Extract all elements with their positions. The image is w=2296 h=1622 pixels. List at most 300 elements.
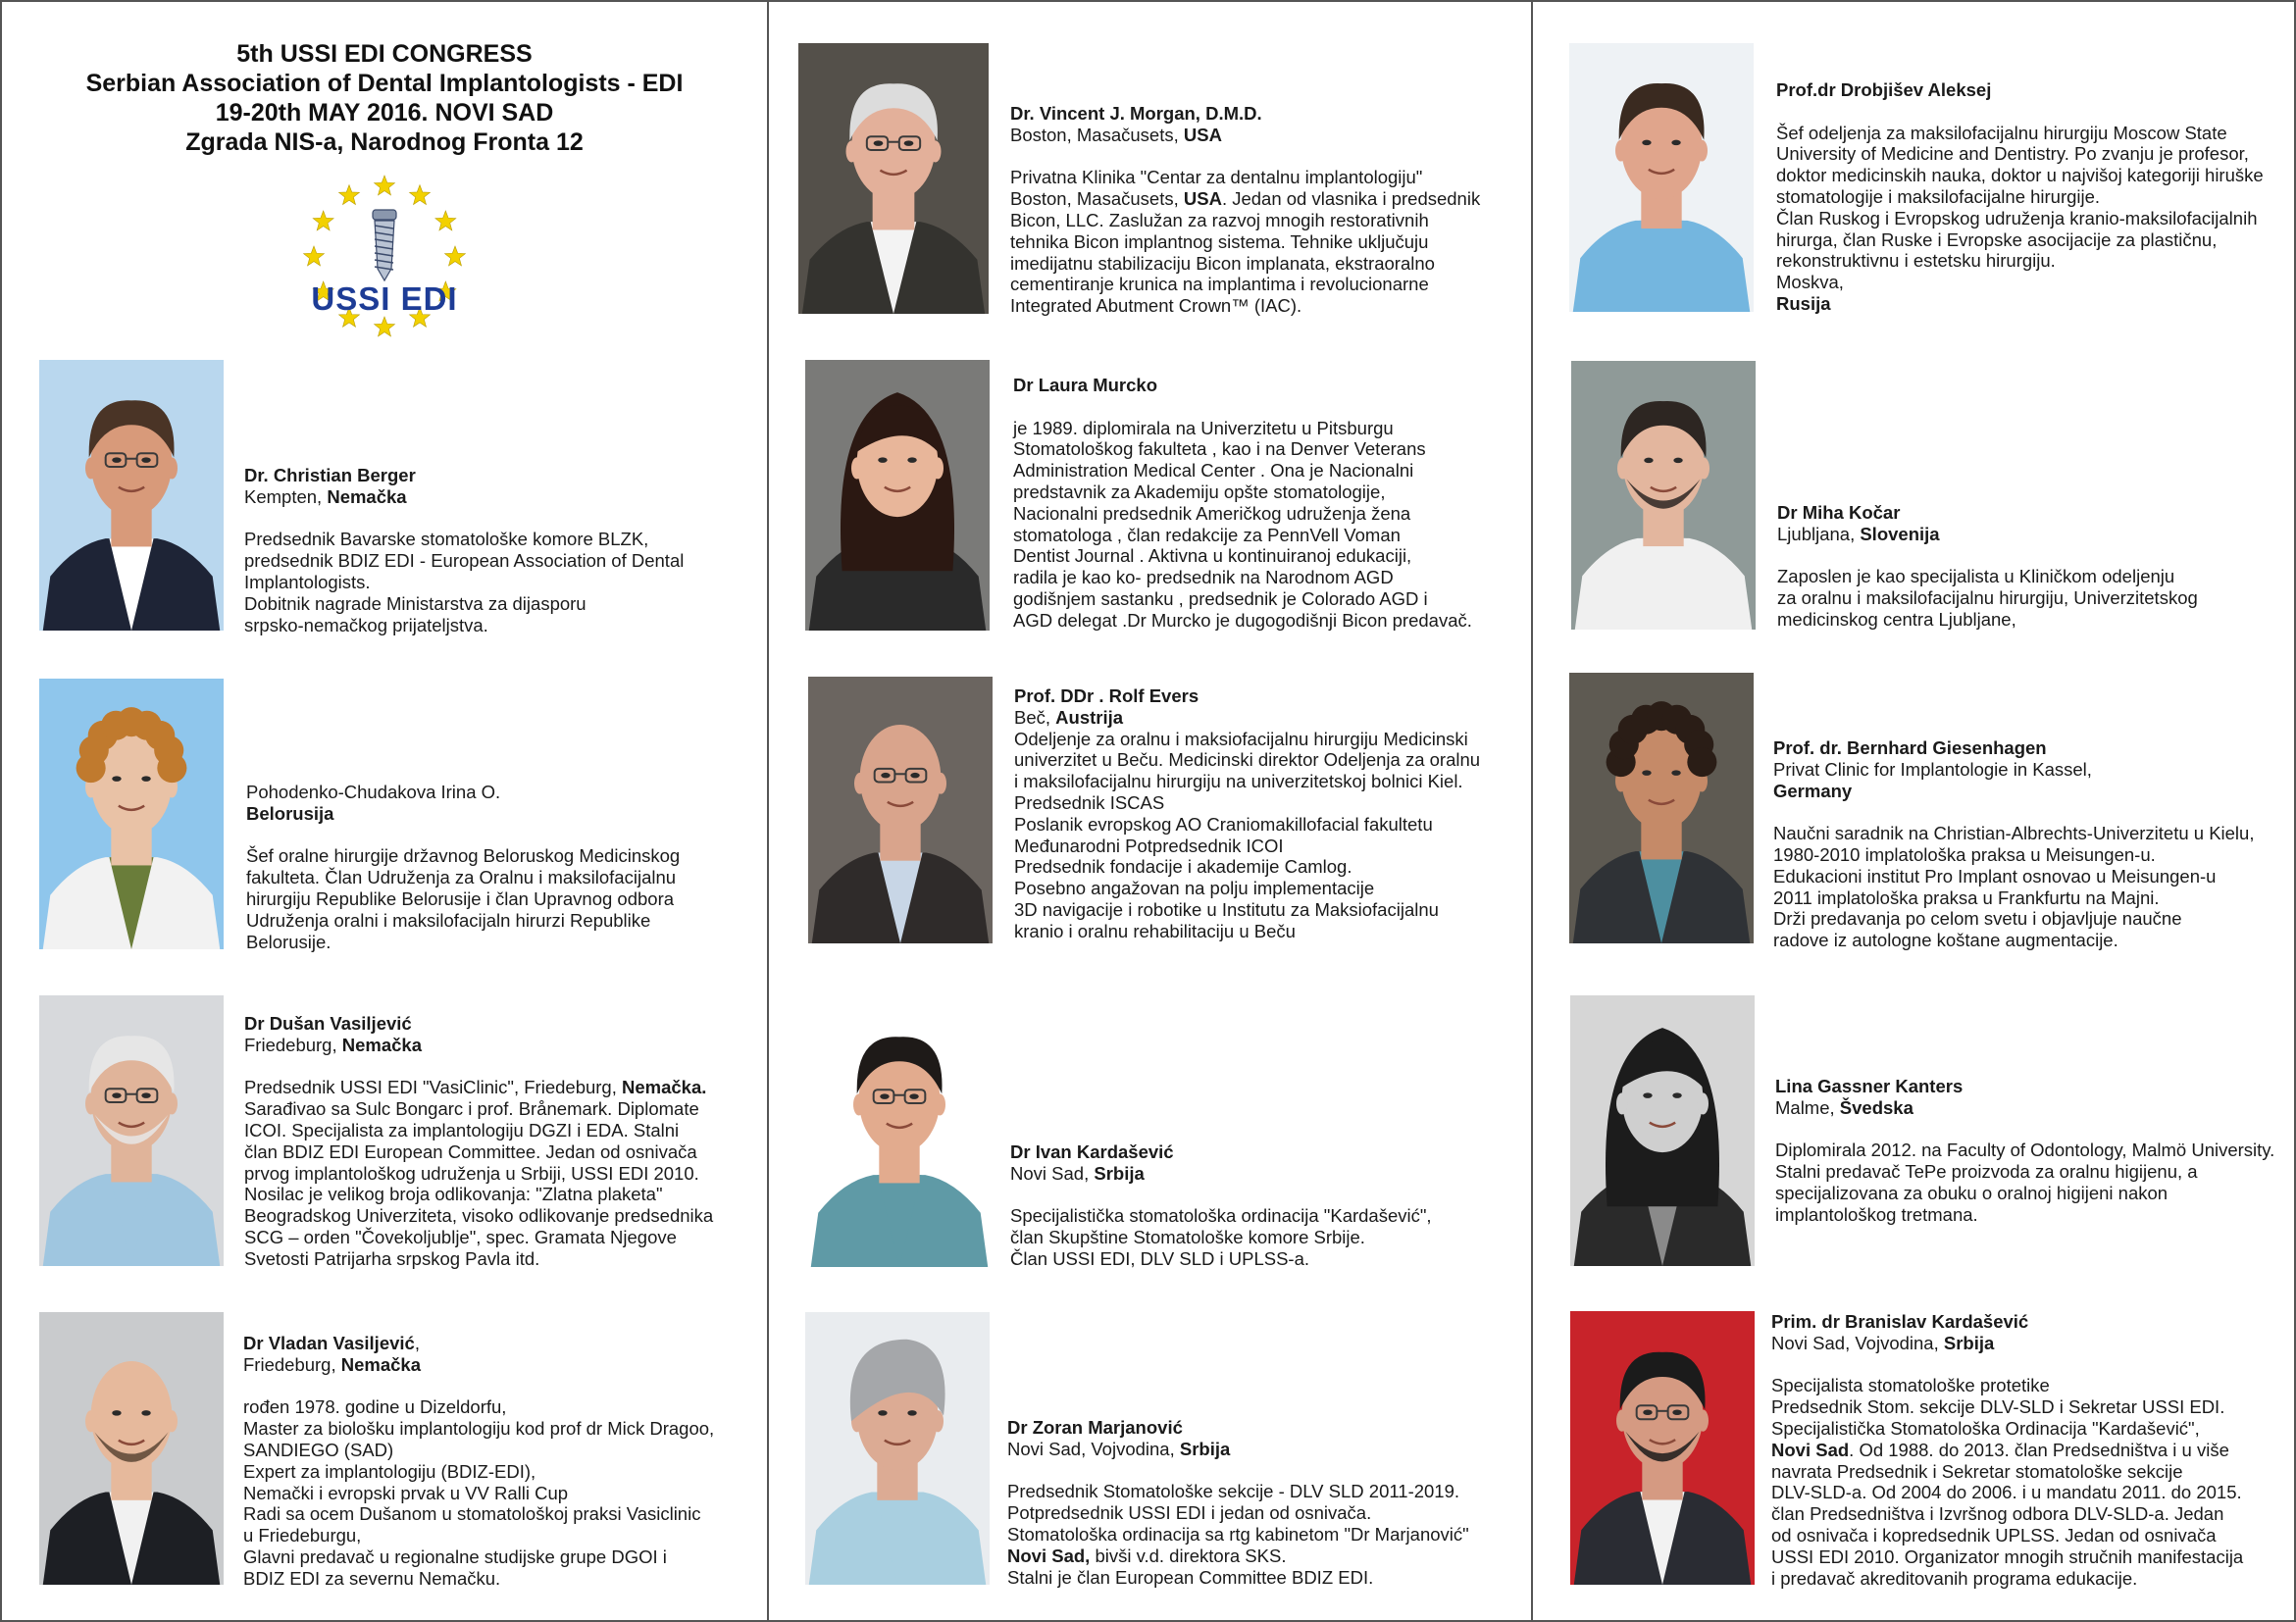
bio-text: Stalni je član European Committee BDIZ EDI.: [1007, 1566, 1374, 1588]
photo-gassner: [1570, 995, 1755, 1266]
bio-text: Boston, Masačusets,: [1010, 124, 1184, 145]
bio-line: [244, 1205, 713, 1227]
bio-text: SCG – orden "Čovekoljublje", spec. Gramata Njegove: [244, 1226, 677, 1247]
bio-text: Stalni predavač TePe proizvoda za oralnu higijenu, a: [1775, 1161, 2198, 1183]
bio-text: i predavač akreditovanih programa edukacije.: [1771, 1567, 2138, 1589]
bio-text: hirurgiju Republike Belorusije i član Upravnog odbora: [246, 887, 675, 909]
bio-text: Zaposlen je kao specijalista u Kliničkom odeljenju: [1777, 566, 2175, 587]
bio-bold-text: Rusija: [1776, 292, 1831, 314]
bio-bold-text: Prim. dr Branislav Kardašević: [1771, 1311, 2029, 1332]
bio-text: Specijalistička Stomatološka Ordinacija "Kardašević",: [1771, 1417, 2200, 1439]
bio-line: [1014, 899, 1480, 921]
portrait-photo: [39, 679, 224, 949]
bio-spacer: [1007, 1460, 1469, 1482]
bio-line: [1007, 1524, 1469, 1546]
bio-line: [243, 1568, 714, 1590]
photo-pohodenko: [39, 679, 224, 949]
bio-line: [243, 1503, 714, 1525]
bio-bold-text: Prof. dr. Bernhard Giesenhagen: [1773, 737, 2047, 758]
bio-text: Malme,: [1775, 1096, 1840, 1118]
bio-line: [244, 615, 684, 636]
congress-header: [41, 39, 728, 157]
bio-line: [243, 1396, 714, 1418]
bio-line: [1013, 503, 1472, 525]
bio-text: prvog implantološkog udruženja u Srbiji, USSI EDI 2010.: [244, 1162, 699, 1184]
bio-line: [1013, 545, 1472, 567]
bio-text: univerzitet u Beču. Medicinski direktor Odeljenja za oralnu: [1014, 749, 1481, 771]
bio-branislav: [1771, 1311, 2243, 1589]
bio-line: [1014, 836, 1480, 857]
bio-text: Član Ruskog i Evropskog udruženja kranio-maksilofacijalnih: [1776, 207, 2258, 228]
portrait-photo: [39, 1312, 224, 1585]
bio-line: [1013, 418, 1472, 439]
bio-text: Bicon, LLC. Zaslužan za razvoj mnogih restorativnih: [1010, 209, 1429, 230]
bio-spacer: [244, 508, 684, 530]
bio-line: [244, 1035, 713, 1056]
speaker-name: [1013, 375, 1472, 396]
bio-spacer: [1010, 146, 1480, 168]
header-line-3: 19-20th MAY 2016. NOVI SAD: [215, 99, 554, 127]
bio-text: Novi Sad, Vojvodina,: [1771, 1332, 1944, 1353]
bio-text: Specijalistička stomatološka ordinacija "Kardašević",: [1010, 1205, 1432, 1227]
bio-dusan: [244, 1013, 713, 1270]
bio-line: [244, 572, 684, 593]
bio-text: 2011 implatološka praksa u Frankfurtu na Majni.: [1773, 887, 2160, 908]
bio-text: član Predsedništva i Izvršnog odbora DLV-SLD-a. Jedan: [1771, 1503, 2224, 1525]
bio-line: [1776, 293, 2264, 315]
star-icon: [435, 211, 456, 230]
bio-text: predstavnik za Akademiju opšte stomatologije,: [1013, 481, 1386, 502]
speaker-name: [244, 465, 684, 486]
bio-text: 1980-2010 implatološka praksa u Meisungen-u.: [1773, 843, 2156, 865]
bio-text: medicinskog centra Ljubljane,: [1777, 608, 2016, 630]
bio-spacer: [246, 825, 680, 846]
bio-bold-text: Dr Miha Kočar: [1777, 502, 1901, 523]
bio-bold-text: Dr. Vincent J. Morgan, D.M.D.: [1010, 103, 1262, 124]
bio-line: [246, 867, 680, 888]
bio-text: Potpredsednik USSI EDI i jedan od osnivača.: [1007, 1502, 1372, 1524]
bio-text: Master za biološku implantologiju kod prof dr Mick Dragoo,: [243, 1418, 715, 1440]
bio-line: [246, 888, 680, 910]
portrait-photo: [39, 995, 224, 1266]
bio-line: [1010, 1205, 1432, 1227]
bio-line: [1771, 1568, 2243, 1590]
bio-text: Predsednik Stom. sekcije DLV-SLD i Sekretar USSI EDI.: [1771, 1396, 2225, 1418]
speaker-name: [243, 1333, 714, 1354]
bio-text: Drži predavanja po celom svetu i objavljuje naučne: [1773, 908, 2182, 930]
bio-line: [1010, 188, 1480, 210]
bio-text: specijalizovana za obuku o oralnoj higijeni nakon: [1775, 1182, 2168, 1203]
bio-line: [1773, 866, 2254, 887]
bio-text: Radi sa ocem Dušanom u stomatološkoj praksi Vasiclinic: [243, 1503, 701, 1525]
bio-line: [1013, 567, 1472, 588]
bio-text: fakulteta. Član Udruženja za Oralnu i maksilofacijalnu: [246, 867, 677, 888]
bio-text: Šef oralne hirurgije državnog Beloruskog Medicinskog: [246, 845, 681, 867]
bio-line: [1010, 295, 1480, 317]
bio-bold-text: Dr Ivan Kardašević: [1010, 1141, 1174, 1162]
bio-line: [1013, 482, 1472, 503]
bio-text: ICOI. Specijalista za implantologiju DGZI i EDA. Stalni: [244, 1119, 680, 1140]
photo-kocar: [1571, 361, 1756, 630]
bio-text: Nemački i evropski prvak u VV Ralli Cup: [243, 1482, 569, 1503]
speaker-name: [1007, 1417, 1469, 1439]
star-icon: [410, 185, 431, 205]
bio-text: Predsednik USSI EDI "VasiClinic", Friedeburg,: [244, 1077, 622, 1098]
bio-text: Glavni predavač u regionalne studijske grupe DGOI i: [243, 1546, 667, 1567]
bio-spacer: [1010, 1185, 1432, 1206]
photo-vladan: [39, 1312, 224, 1585]
bio-line: [1776, 229, 2264, 251]
bio-line: [1010, 1163, 1432, 1185]
portrait-photo: [1571, 361, 1756, 630]
bio-line: [1775, 1140, 2274, 1161]
bio-line: [1776, 208, 2264, 229]
photo-morgan: [798, 43, 989, 314]
bio-line: [1773, 781, 2254, 802]
bio-line: [1771, 1440, 2243, 1461]
bio-text: Beogradskog Univerziteta, visoko odlikovanje predsednika: [244, 1205, 714, 1227]
bio-line: [1773, 844, 2254, 866]
header-line-1: 5th USSI EDI CONGRESS: [236, 40, 533, 68]
bio-line: [1010, 1248, 1432, 1270]
bio-bold-text: USA: [1183, 188, 1222, 210]
bio-text: Poslanik evropskog AO Craniomakillofacial fakultetu: [1014, 813, 1433, 835]
photo-drobjisev: [1569, 43, 1754, 312]
bio-bold-text: USA: [1183, 124, 1222, 145]
bio-line: [1014, 771, 1480, 792]
bio-spacer: [1013, 396, 1472, 418]
bio-berger: [244, 465, 684, 635]
bio-text: Kempten,: [244, 485, 328, 507]
bio-line: [244, 1098, 713, 1120]
bio-text: član BDIZ EDI European Committee. Jedan od osnivača: [244, 1140, 697, 1162]
bio-text: Predsednik ISCAS: [1014, 791, 1165, 813]
bio-text: implantološkog tretmana.: [1775, 1203, 1978, 1225]
bio-line: [1007, 1439, 1469, 1460]
bio-text: 3D navigacije i robotike u Institutu za Maksiofacijalnu: [1014, 898, 1439, 920]
bio-text: rekonstruktivnu i estetsku hirurgiju.: [1776, 250, 2056, 272]
bio-text: tehnika Bicon implantnog sistema. Tehnike uključuju: [1010, 230, 1429, 252]
bio-text: Novi Sad, Vojvodina,: [1007, 1438, 1180, 1459]
implant-screw-icon: [373, 210, 396, 280]
bio-line: [244, 1248, 713, 1270]
bio-text: Odeljenje za oralnu i maksiofacijalnu hirurgiju Medicinski: [1014, 728, 1468, 749]
bio-text: navrata Predsednik i Sekretar stomatološke sekcije: [1771, 1460, 2183, 1482]
portrait-photo: [805, 360, 990, 631]
bio-line: [1010, 210, 1480, 231]
bio-bold-text: Srbija: [1094, 1162, 1145, 1184]
bio-line: [246, 932, 680, 953]
bio-text: Svetosti Patrijarha srpskog Pavla itd.: [244, 1247, 540, 1269]
bio-line: [243, 1418, 714, 1440]
bio-bold-text: Slovenija: [1860, 523, 1940, 544]
bio-spacer: [1771, 1354, 2243, 1376]
bio-giesenhagen: [1773, 737, 2254, 951]
bio-line: [1010, 125, 1480, 146]
bio-text: Međunarodni Potpredsednik ICOI: [1014, 835, 1284, 856]
bio-line: [1776, 186, 2264, 208]
bio-spacer: [1776, 101, 2264, 123]
speaker-name: [1776, 79, 2264, 101]
bio-text: BDIZ EDI za severnu Nemačku.: [243, 1567, 501, 1589]
bio-line: [244, 1141, 713, 1163]
bio-text: za oralnu i maksilofacijalnu hirurgiju, Univerzitetskog: [1777, 587, 2198, 609]
bio-pohodenko: [246, 782, 680, 952]
photo-branislav: [1570, 1311, 1755, 1585]
photo-evers: [808, 677, 993, 943]
bio-text: predsednik BDIZ EDI - European Association of Dental: [244, 550, 685, 572]
bio-text: Član USSI EDI, DLV SLD i UPLSS-a.: [1010, 1247, 1310, 1269]
bio-line: [1013, 460, 1472, 482]
bio-text: Nacionalni predsednik Američkog udruženja žena: [1013, 502, 1411, 524]
bio-bold-text: Nemačka: [327, 485, 407, 507]
bio-bold-text: Nemačka: [340, 1353, 422, 1375]
bio-text: u Friedeburgu,: [243, 1525, 362, 1546]
bio-ivan: [1010, 1141, 1432, 1270]
bio-text: Integrated Abutment Crown™ (IAC).: [1010, 295, 1302, 317]
speaker-name: [1771, 1311, 2243, 1333]
bio-line: [1014, 707, 1480, 729]
bio-line: [244, 1120, 713, 1141]
star-icon: [375, 317, 395, 336]
bio-text: Diplomirala 2012. na Faculty of Odontology, Malmö University.: [1775, 1140, 2275, 1161]
bio-line: [1773, 759, 2254, 781]
bio-line: [1773, 908, 2254, 930]
bio-line: [244, 1227, 713, 1248]
bio-line: [1013, 525, 1472, 546]
bio-line: [1014, 729, 1480, 750]
bio-spacer: [243, 1376, 714, 1397]
bio-line: [1771, 1503, 2243, 1525]
bio-line: [1014, 878, 1480, 899]
bio-text: radove iz autologne koštane augmentacije.: [1773, 930, 2118, 951]
speaker-name: [246, 782, 680, 803]
bio-text: DLV-SLD-a. Od 2004 do 2006. i u mandatu 2011. do 2015.: [1771, 1482, 2242, 1503]
bio-spacer: [1775, 1119, 2274, 1140]
bio-text: i maksilofacijalnu hirurgiju na univerzitetskoj bolnici Kiel.: [1014, 771, 1463, 792]
speaker-name: [1773, 737, 2254, 759]
bio-line: [1775, 1097, 2274, 1119]
portrait-photo: [798, 43, 989, 314]
bio-line: [1776, 165, 2264, 186]
column-divider-2: [1531, 2, 1533, 1622]
bio-line: [244, 550, 684, 572]
bio-text: Predsednik Stomatološke sekcije - DLV SLD 2011-2019.: [1007, 1481, 1460, 1502]
bio-evers: [1014, 685, 1480, 942]
bio-text: Administration Medical Center . Ona je Nacionalni: [1013, 460, 1414, 482]
bio-text: Nosilac je velikog broja odlikovanja: "Zlatna plaketa": [244, 1184, 663, 1205]
bio-line: [1775, 1161, 2274, 1183]
bio-murcko: [1013, 375, 1472, 632]
bio-line: [1013, 588, 1472, 610]
bio-line: [244, 486, 684, 508]
bio-line: [1776, 250, 2264, 272]
bio-line: [244, 529, 684, 550]
bio-line: [1014, 921, 1480, 942]
bio-bold-text: Nemačka: [341, 1034, 423, 1055]
portrait-photo: [1570, 995, 1755, 1266]
speaker-name: [1010, 103, 1480, 125]
bio-text: Privatna Klinika "Centar za dentalnu implantologiju": [1010, 167, 1423, 188]
photo-dusan: [39, 995, 224, 1266]
bio-line: [1777, 524, 2198, 545]
bio-line: [1010, 167, 1480, 188]
star-icon: [339, 185, 360, 205]
bio-text: od osnivača i kopredsednik UPLSS. Jedan od osnivača: [1771, 1524, 2217, 1546]
bio-line: [244, 1077, 713, 1098]
bio-line: [1010, 274, 1480, 295]
portrait-photo: [39, 360, 224, 631]
bio-line: [1773, 887, 2254, 909]
bio-text: Sarađivao sa Sulc Bongarc i prof. Brånemark. Diplomate: [244, 1098, 699, 1120]
bio-text: USSI EDI 2010. Organizator mnogih stručnih manifestacija: [1771, 1546, 2244, 1567]
bio-text: doktor medicinskih nauka, doktor u najvišoj kategoriji hiruške: [1776, 165, 2264, 186]
bio-text: Predsednik Bavarske stomatološke komore BLZK,: [244, 529, 649, 550]
bio-line: [1014, 749, 1480, 771]
bio-line: [1776, 143, 2264, 165]
column-divider-1: [767, 2, 769, 1622]
bio-text: radila je kao ko- predsednik na Narodnom AGD: [1013, 567, 1394, 588]
bio-text: Šef odeljenja za maksilofacijalnu hirurgiju Moscow State: [1776, 122, 2227, 143]
bio-text: Naučni saradnik na Christian-Albrechts-Univerzitetu u Kielu,: [1773, 823, 2255, 844]
bio-line: [1775, 1204, 2274, 1226]
photo-berger: [39, 360, 224, 631]
portrait-photo: [1569, 43, 1754, 312]
logo-text: USSI EDI: [311, 280, 458, 317]
photo-zoran: [805, 1312, 990, 1585]
star-icon: [445, 246, 466, 266]
bio-line: [1777, 609, 2198, 631]
bio-text: rođen 1978. godine u Dizeldorfu,: [243, 1396, 507, 1418]
bio-text: stomatologa , član redakcije za PennVell Voman: [1013, 524, 1401, 545]
bio-text: AGD delegat .Dr Murcko je dugogodišnji Bicon predavač.: [1013, 609, 1472, 631]
bio-line: [246, 803, 680, 825]
bio-line: [1771, 1418, 2243, 1440]
bio-text: srpsko-nemačkog prijateljstva.: [244, 614, 488, 635]
bio-bold-text: Prof. DDr . Rolf Evers: [1014, 685, 1199, 706]
bio-spacer: [244, 1056, 713, 1078]
bio-text: imedijatnu stabilizaciju Bicon implanata, ekstraoralno: [1010, 252, 1435, 274]
bio-text: University of Medicine and Dentistry. Po zvanju je profesor,: [1776, 143, 2249, 165]
bio-bold-text: Švedska: [1839, 1096, 1913, 1118]
bio-line: [1010, 1227, 1432, 1248]
bio-text: . Od 1988. do 2013. član Predsedništva i u više: [1849, 1439, 2229, 1460]
bio-line: [243, 1483, 714, 1504]
speaker-name: [1014, 685, 1480, 707]
bio-line: [1771, 1546, 2243, 1568]
portrait-photo: [807, 996, 992, 1267]
photo-ivan: [807, 996, 992, 1267]
bio-line: [243, 1354, 714, 1376]
bio-text: Pohodenko-Chudakova Irina O.: [246, 782, 501, 802]
bio-drobjisev: [1776, 79, 2264, 315]
bio-line: [1007, 1567, 1469, 1589]
bio-line: [243, 1440, 714, 1461]
bio-text: Beč,: [1014, 706, 1056, 728]
bio-text: Stomatološka ordinacija sa rtg kabinetom "Dr Marjanović": [1007, 1523, 1469, 1545]
bio-text: Privat Clinic for Implantologie in Kassel,: [1773, 758, 2092, 780]
bio-kocar: [1777, 502, 2198, 631]
bio-line: [1014, 792, 1480, 814]
bio-text: Specijalista stomatološke protetike: [1771, 1375, 2050, 1396]
portrait-photo: [1569, 673, 1754, 943]
bio-line: [246, 910, 680, 932]
bio-bold-text: Dr Dušan Vasiljević: [244, 1013, 412, 1034]
bio-bold-text: Dr Zoran Marjanović: [1007, 1417, 1183, 1438]
bio-line: [1013, 438, 1472, 460]
bio-line: [1771, 1396, 2243, 1418]
bio-bold-text: Novi Sad,: [1007, 1545, 1091, 1566]
bio-text: Predsednik fondacije i akademije Camlog.: [1014, 856, 1352, 878]
speaker-name: [1777, 502, 2198, 524]
photo-giesenhagen: [1569, 673, 1754, 943]
bio-text: Implantologists.: [244, 571, 371, 592]
bio-line: [1007, 1481, 1469, 1502]
bio-bold-text: Dr. Christian Berger: [244, 465, 416, 485]
bio-bold-text: Austrija: [1055, 706, 1124, 728]
bio-text: Stomatološkog fakulteta , kao i na Denver Veterans: [1013, 438, 1426, 460]
bio-line: [1771, 1461, 2243, 1483]
bio-line: [1771, 1333, 2243, 1354]
bio-bold-text: Belorusija: [246, 802, 334, 824]
bio-bold-text: Novi Sad: [1771, 1439, 1850, 1460]
bio-line: [1771, 1482, 2243, 1503]
bio-spacer: [1777, 545, 2198, 567]
header-line-4: Zgrada NIS-a, Narodnog Fronta 12: [185, 128, 584, 156]
bio-text: Dobitnik nagrade Ministarstva za dijasporu: [244, 592, 587, 614]
bio-text: stomatologije i maksilofacijalne hirurgije.: [1776, 185, 2101, 207]
speaker-name: [1010, 1141, 1432, 1163]
bio-line: [1007, 1502, 1469, 1524]
bio-line: [1771, 1525, 2243, 1546]
bio-line: [1773, 823, 2254, 844]
bio-bold-text: Srbija: [1943, 1332, 1995, 1353]
bio-line: [243, 1546, 714, 1568]
bio-text: ,: [414, 1333, 420, 1353]
bio-line: [246, 845, 680, 867]
bio-text: bivši v.d. direktora SKS.: [1090, 1545, 1287, 1566]
photo-murcko: [805, 360, 990, 631]
bio-line: [1777, 566, 2198, 587]
bio-line: [1010, 253, 1480, 275]
bio-text: Ljubljana,: [1777, 523, 1861, 544]
bio-line: [244, 1163, 713, 1185]
bio-text: godišnjem sastanku , predsednik je Colorado AGD i: [1013, 587, 1428, 609]
bio-text: Boston, Masačusets,: [1010, 188, 1184, 210]
logo-emblem-icon: [296, 175, 473, 351]
portrait-photo: [805, 1312, 990, 1585]
portrait-photo: [1570, 1311, 1755, 1585]
bio-text: Novi Sad,: [1010, 1162, 1095, 1184]
bio-bold-text: Dr Laura Murcko: [1013, 375, 1158, 395]
star-icon: [375, 176, 395, 195]
bio-zoran: [1007, 1417, 1469, 1588]
bio-line: [243, 1461, 714, 1483]
bio-text: hirurga, član Ruske i Evropske asocijacije za plastičnu,: [1776, 228, 2218, 250]
bio-text: . Jedan od vlasnika i predsednik: [1221, 188, 1481, 210]
bio-line: [1775, 1183, 2274, 1204]
bio-text: je 1989. diplomirala na Univerzitetu u Pitsburgu: [1013, 417, 1394, 438]
bio-text: Moskva,: [1776, 272, 1844, 293]
bio-line: [1014, 814, 1480, 836]
bio-line: [1010, 231, 1480, 253]
bio-bold-text: Dr Vladan Vasiljević: [243, 1333, 415, 1353]
bio-vladan: [243, 1333, 714, 1590]
bio-line: [1013, 610, 1472, 632]
star-icon: [304, 246, 325, 266]
bio-text: član Skupštine Stomatološke komore Srbije.: [1010, 1227, 1365, 1248]
bio-text: Friedeburg,: [243, 1353, 341, 1375]
